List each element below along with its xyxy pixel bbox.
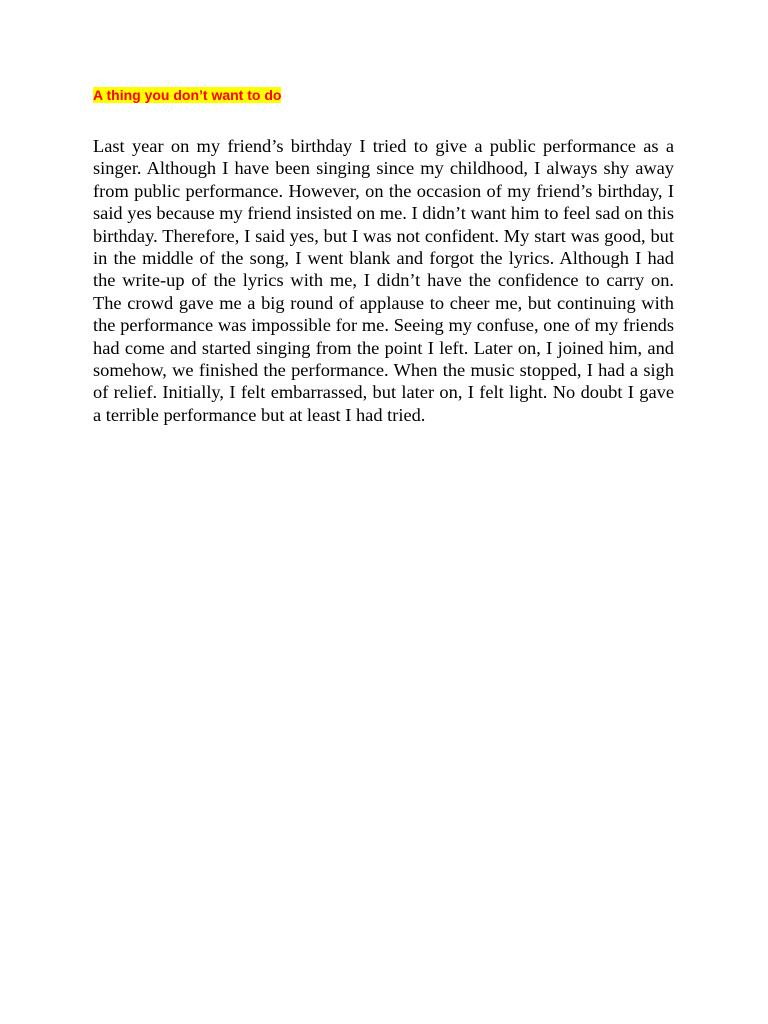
highlighted-title-text: A thing you don’t want to do (93, 87, 282, 103)
essay-paragraph: Last year on my friend’s birthday I tried to give a public performance as a singer. Although I have been singing since my childhood, I always shy away from public performance. However, on the occasion of my friend’s birthday, I said yes because my friend insisted on me. I didn’t want him to feel sad on this birthday. Therefore, I said yes, but I was not confident. My start was good, but in the middle of the song, I went blank and forgot the lyrics. Although I had the write-up of the lyrics with me, I didn’t have the confidence to carry on. The crowd gave me a big round of applause to cheer me, but continuing with the performance was impossible for me. Seeing my confuse, one of my friends had come and started singing from the point I left. Later on, I joined him, and somehow, we finished the performance. When the music stopped, I had a sigh of relief. Initially, I felt embarrassed, but later on, I felt light. No doubt I gave a terrible performance but at least I had tried. (93, 136, 674, 425)
document-title (93, 87, 281, 104)
